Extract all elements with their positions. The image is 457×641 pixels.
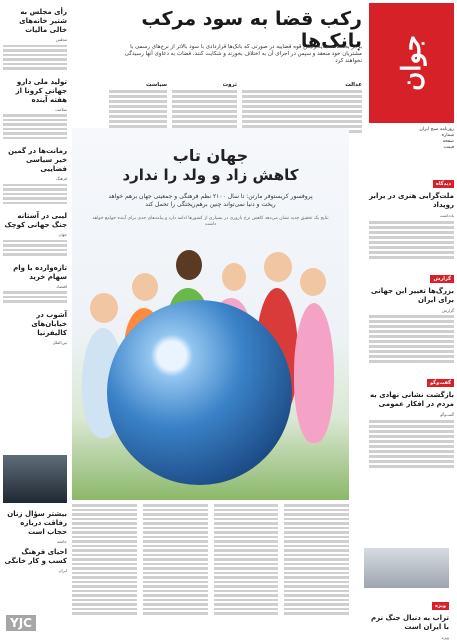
section-tag: گفت‌وگو [427,379,454,387]
story-block [109,82,167,124]
story-headline: تازه‌وارده با وام سهام خرید [13,263,67,281]
feature-title: جهان تاب [172,146,249,165]
main-headline: رکب قضا به سود مرکب بانک‌ها [141,8,362,52]
text-lines [369,221,454,259]
text-lines [3,240,67,256]
masthead-info [369,127,454,151]
text-column [72,502,137,630]
section-tag: گزارش [430,275,454,283]
story-text: مجلس [55,37,67,42]
right-story [364,592,449,641]
info-line: قیمت [443,145,454,150]
info-line: شماره [441,133,454,138]
story-title: سیاست [146,82,167,88]
info-line: صفحه [442,139,454,144]
story-headline: ملت‌گرایی هنری در برابر رویداد [369,192,454,209]
child-head [264,252,292,282]
story-text: ایران [58,568,67,573]
story-headline: رأی مجلس به شتیر خانه‌های خالی مالیات [19,8,67,34]
section-tag: دیدگاه [433,180,454,188]
story-headline: احیای فرهنگ کسب و کار خانگی [4,548,67,565]
logo-block [369,3,454,123]
text-lines [369,315,454,363]
story-block [242,82,362,124]
right-column [369,170,454,474]
left-story [3,147,67,204]
newspaper-logo: جوان [396,35,427,91]
child-head [132,273,158,301]
masthead [369,3,454,150]
text-column [143,502,208,630]
text-lines [172,90,237,133]
text-lines [3,45,67,70]
left-story [3,264,67,303]
feature-subtitle: کاهش زاد و ولد را ندارد [122,166,299,184]
child-head [176,250,202,280]
text-lines [3,291,67,303]
story-text: اقتصاد [56,283,67,289]
story-text: یادداشت [439,213,454,218]
portrait-photo [364,548,449,588]
child-head [222,263,246,291]
info-line: روزنامه صبح ایران [419,127,454,132]
story-block [172,82,237,124]
section-tag: ویژه [432,602,449,610]
story-text: فرهنگ [55,176,67,181]
story-text: سلامت [55,106,67,112]
left-column [3,8,67,353]
left-story [3,548,67,574]
story-headline: لیبی در آستانه جنگ جهانی کوچک [4,212,67,229]
child-head [90,293,118,323]
text-lines [3,184,67,205]
women-photo [3,455,67,503]
story-text: جهان [58,232,67,237]
story-title: ثروت [222,82,237,88]
story-headline: بازگشت نشانی نهادی به مردم در افکار عمومی [369,391,454,408]
text-lines [369,420,454,468]
story-headline: رمانت‌ها در گمین خیر سیاسی فضاییی [8,147,67,173]
feature-text: نتایج یک تحقیق جدید نشان می‌دهد کاهش نرخ باروری در بسیاری از کشورها ادامه دارد و پیامدهای جدی برای آینده جوامع خواهد داشت [92,216,329,227]
story-text: جامعه [57,539,67,544]
feature-lede: پروفسور کریستوفر مارتن: تا سال ۲۱۰۰ نظم فرهنگی و جمعیتی جهان برهم خواهد ریخت و دنیا نمی‌تواند چنین برهم‌ریختگی را تحمل کند [108,193,313,208]
story-headline: تولید ملی دارو جهانی کرونا از هفته آینده [15,77,67,104]
story-headline: آشوب در خیابان‌های کالیفرنیا [31,310,67,337]
story-text: ویژه [441,635,449,640]
left-story [3,78,67,140]
headline-lead: برابر بخشنامه جدید رئیس قوه قضاییه در صورتی که بانک‌ها قراردادی با سود بالاتر از نرخ‌های رسمی با مشتریان خود منعقد و سپس در اجرای آن به اختلاف بخورند و شکایت کنند، قضات به دعاوی آنها رسیدگی نخواهند کرد [124,44,362,64]
left-story [3,8,67,70]
text-lines [242,90,362,133]
text-column [284,502,349,630]
story-headline: بیشتر سؤال زنان رفاقت درباره حجاب است [7,510,67,536]
yjc-watermark: YJC [6,615,36,631]
earth-globe-icon [107,300,292,485]
story-headline: بزرگ‌ها تغییر این جهانی برای ایران [371,286,454,304]
text-column [214,502,279,630]
feature-photo [72,128,349,500]
left-story [3,510,67,545]
story-text: بین‌الملل [52,339,67,345]
left-story [3,311,67,346]
child-head [300,268,326,296]
bottom-text-columns [72,502,349,630]
text-lines [3,114,67,139]
right-story [369,265,454,364]
story-text: گفت‌وگو [440,412,454,417]
story-title: عدالت [345,82,362,88]
right-story [369,369,454,468]
story-headline: تراب به دنبال جنگ نرم با ایران است [370,614,449,631]
story-text: گزارش [441,307,454,313]
child-figure [294,303,334,443]
right-story [369,170,454,259]
left-story [3,212,67,256]
text-lines [109,90,167,133]
